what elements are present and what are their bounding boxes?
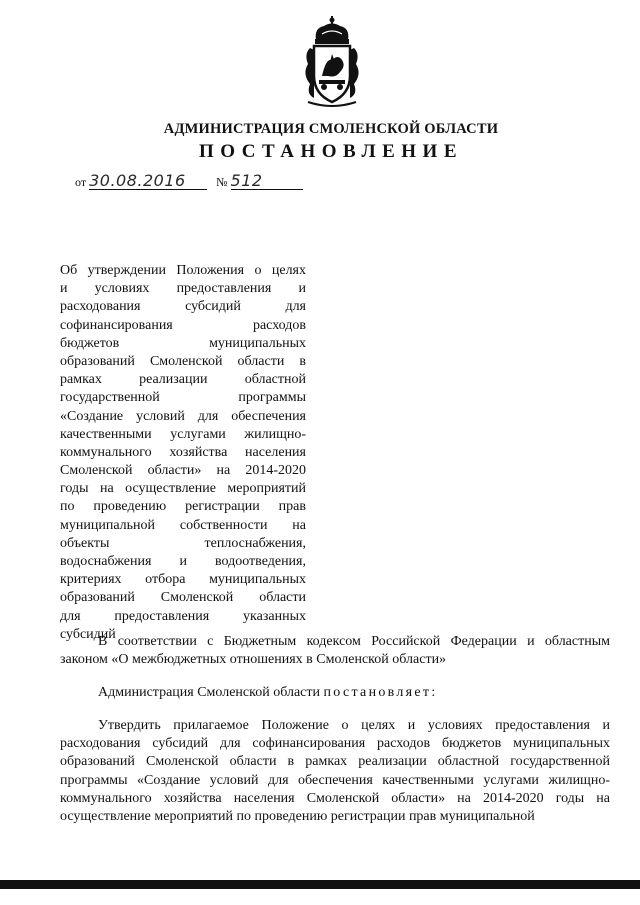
subject-line: субсидий [60, 626, 116, 642]
decree-verb: постановляет: [323, 685, 438, 700]
body-line: образований Смоленской области в рамках реализации областной государственной [60, 754, 610, 770]
preamble-paragraph [60, 633, 610, 669]
body-line: Утвердить прилагаемое Положение о целях и условиях предоставления и [98, 718, 610, 733]
date-prefix: от [75, 175, 87, 189]
subject-line: софинансирования расходов [60, 317, 306, 333]
subject-line: по проведению регистрации прав [60, 499, 306, 515]
subject-line: качественными услугами жилищно- [60, 426, 306, 442]
subject-line: Об утверждении Положения о целях [60, 263, 306, 278]
subject-line: критериях отбора муниципальных [60, 572, 306, 588]
subject-line: и условиях предоставления и [60, 281, 306, 297]
subject-line: объекты теплоснабжения, [60, 535, 306, 551]
body-line: коммунального хозяйства населения Смоленской области» на 2014-2020 годы на [60, 790, 610, 806]
document-number: 512 [231, 172, 303, 190]
subject-line: образований Смоленской области [60, 590, 306, 606]
body-line: расходования субсидий для софинансирования расходов бюджетов муниципальных [60, 736, 610, 752]
decree-line [60, 684, 610, 702]
subject-line: государственной программы [60, 390, 306, 406]
page-bottom-border [0, 880, 640, 889]
body-line: осуществление мероприятий по проведению регистрации прав муниципальной [60, 808, 535, 824]
document-subject [60, 262, 306, 644]
preamble-line: законом «О межбюджетных отношениях в Смоленской области» [60, 652, 447, 668]
subject-line: расходования субсидий для [60, 299, 306, 315]
number-prefix: № [216, 175, 228, 189]
subject-line: коммунального хозяйства населения [60, 444, 306, 460]
decree-paragraph [60, 684, 610, 702]
body-line: программы «Создание условий для обеспечения качественными услугами жилищно- [60, 772, 610, 788]
subject-line: для предоставления указанных [60, 608, 306, 624]
document-date: 30.08.2016 [89, 172, 207, 190]
preamble-line: В соответствии с Бюджетным кодексом Российской Федерации и областным [98, 634, 610, 649]
subject-line: годы на осуществление мероприятий [60, 481, 306, 497]
subject-line: Смоленской области» на 2014-2020 [60, 463, 306, 479]
coat-of-arms-emblem [302, 14, 362, 110]
subject-line: водоснабжения и водоотведения, [60, 554, 306, 569]
subject-line: образований Смоленской области в [60, 353, 306, 369]
document-type-title: ПОСТАНОВЛЕНИЕ [198, 141, 464, 162]
subject-line: муниципальной собственности на [60, 517, 306, 533]
subject-line: «Создание условий для обеспечения [60, 408, 306, 424]
decree-subject: Администрация Смоленской области [98, 685, 321, 700]
organization-name: АДМИНИСТРАЦИЯ СМОЛЕНСКОЙ ОБЛАСТИ [163, 121, 499, 137]
crown-icon [315, 16, 349, 44]
registration-line [75, 172, 303, 190]
body-paragraph [60, 717, 610, 826]
subject-line: рамках реализации областной [60, 372, 306, 388]
subject-line: бюджетов муниципальных [60, 335, 306, 351]
